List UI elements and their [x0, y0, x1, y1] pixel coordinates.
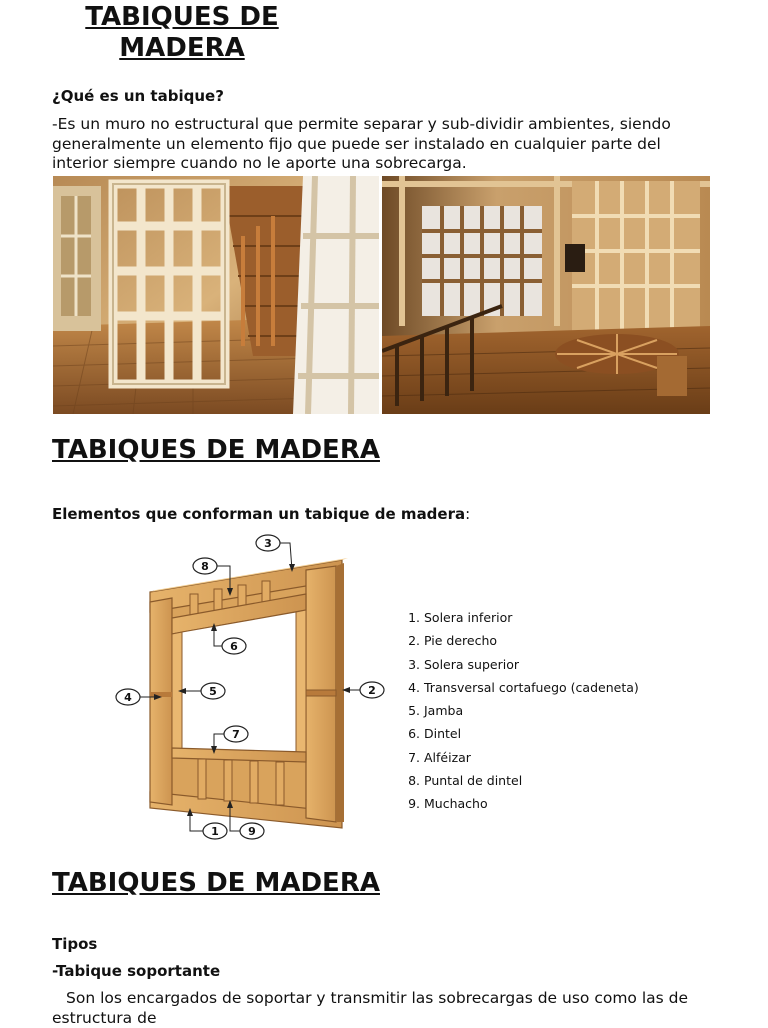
photo-wooden-partition-staircase: [53, 176, 379, 414]
callout-3: 3: [264, 537, 272, 550]
callout-1: 1: [211, 825, 219, 838]
legend-item: 6. Dintel: [424, 722, 639, 745]
page-title: TABIQUES DE MADERA: [85, 2, 279, 63]
legend-item: 7. Alféizar: [424, 746, 639, 769]
legend-item: 3. Solera superior: [424, 653, 639, 676]
legend-item: 2. Pie derecho: [424, 629, 639, 652]
callout-6: 6: [230, 640, 238, 653]
callout-2: 2: [368, 684, 376, 697]
section-title-elements: TABIQUES DE MADERA: [52, 435, 380, 465]
elements-intro-text: Elementos que conforman un tabique de madera: [52, 505, 466, 523]
type-load-bearing-heading: -Tabique soportante: [52, 962, 221, 980]
definition-paragraph: -Es un muro no estructural que permite separar y sub-dividir ambientes, siendo generalmente un elemento fijo que puede ser instalado en cualquier parte del interior siempre cuando no le aporte una sobrecarga.: [52, 115, 671, 172]
callout-8: 8: [201, 560, 209, 573]
callout-5: 5: [209, 685, 217, 698]
callout-7: 7: [232, 728, 240, 741]
section-title-types: TABIQUES DE MADERA: [52, 868, 380, 898]
type-load-bearing-text: Son los encargados de soportar y transmitir las sobrecargas de uso como las de estructura de: [52, 989, 689, 1027]
legend-item: 8. Puntal de dintel: [424, 769, 639, 792]
elements-legend: [390, 606, 639, 816]
legend-item: 9. Muchacho: [424, 792, 639, 815]
legend-item: 5. Jamba: [424, 699, 639, 722]
legend-item: 1. Solera inferior: [424, 606, 639, 629]
photo-wooden-frame-room: [382, 176, 710, 414]
elements-intro: [52, 505, 470, 523]
callout-9: 9: [248, 825, 256, 838]
legend-item: 4. Transversal cortafuego (cadeneta): [424, 676, 639, 699]
question-heading: ¿Qué es un tabique?: [52, 87, 224, 105]
types-heading: Tipos: [52, 935, 98, 953]
callout-4: 4: [124, 691, 132, 704]
partition-frame-diagram: [110, 530, 400, 850]
elements-intro-colon: :: [465, 505, 471, 523]
